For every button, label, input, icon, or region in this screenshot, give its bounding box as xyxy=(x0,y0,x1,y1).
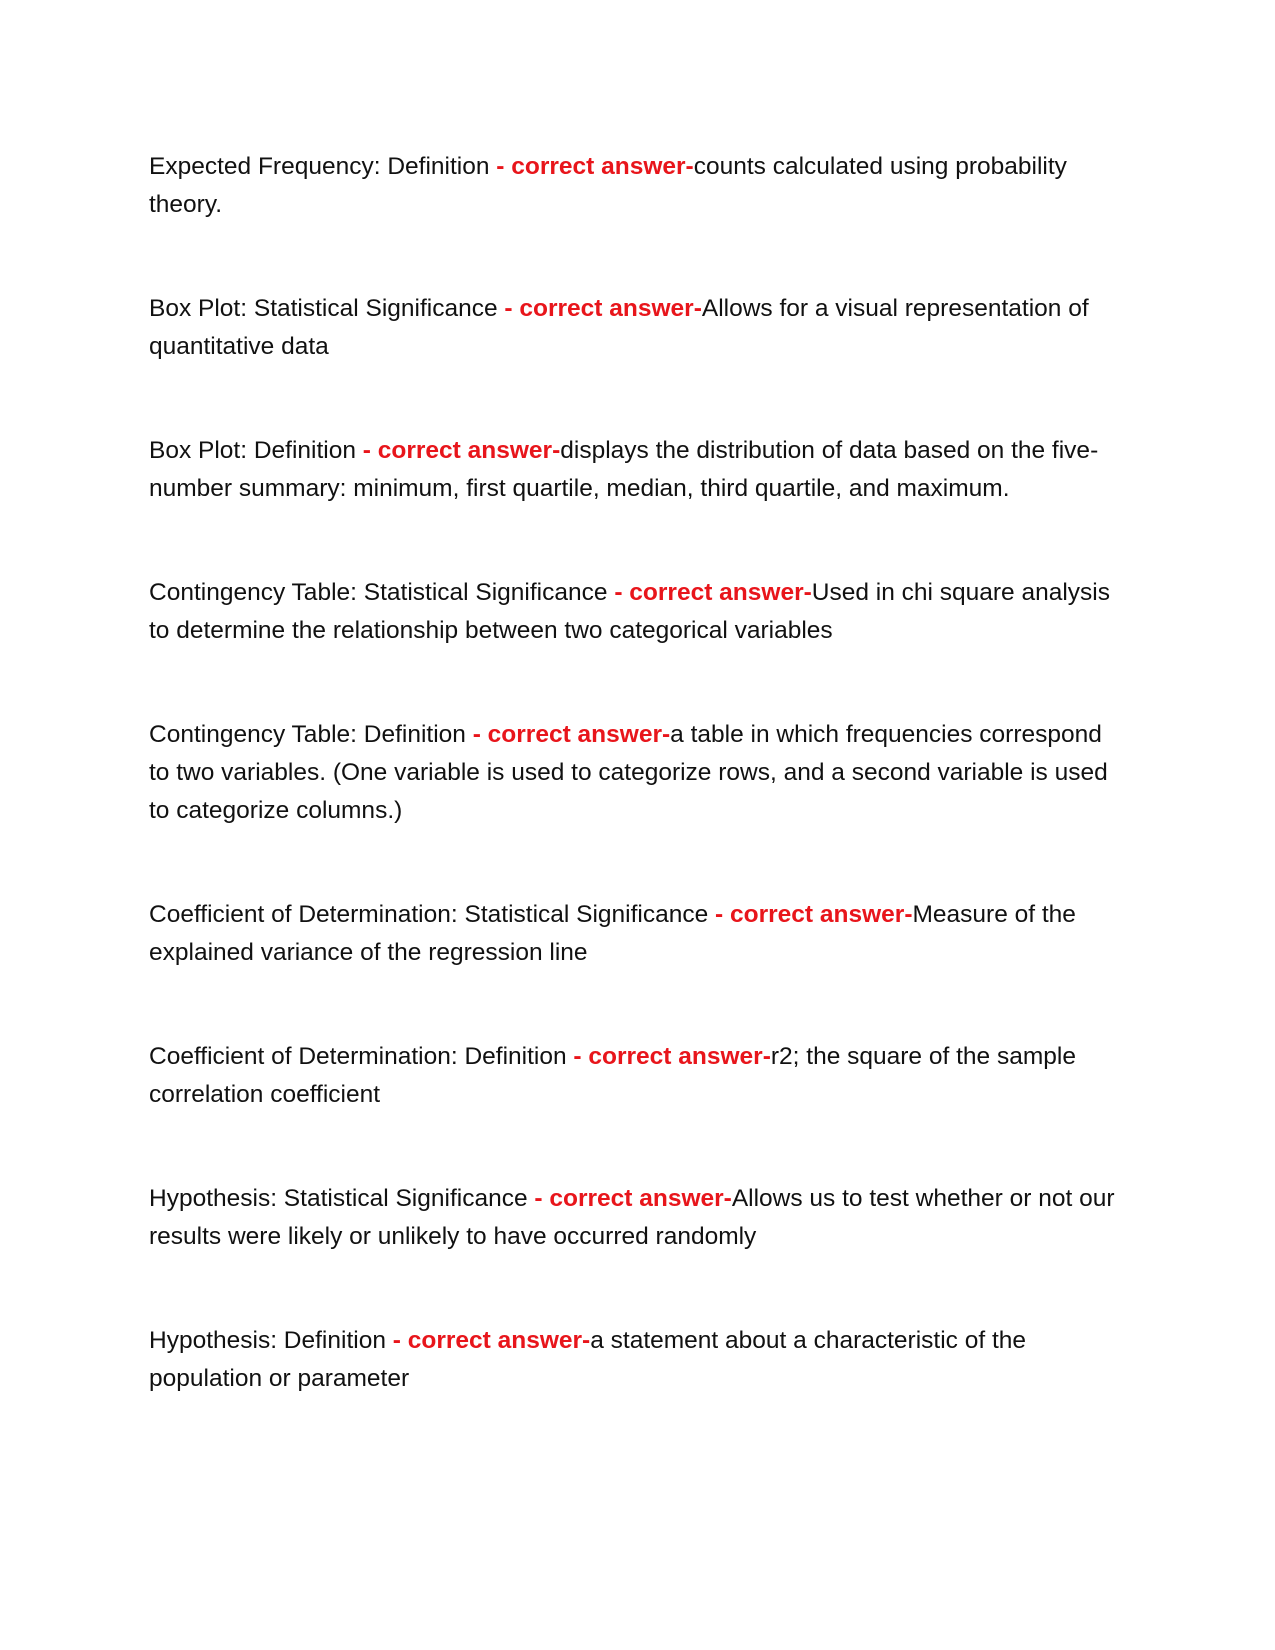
correct-answer-separator: - correct answer- xyxy=(356,437,561,464)
entry-answer: r2; the square of the sample correlation coefficient xyxy=(149,1043,1076,1108)
flashcard-entry xyxy=(149,1322,1129,1398)
correct-answer-separator: - correct answer- xyxy=(527,1185,732,1212)
entry-term: Contingency Table: Definition xyxy=(149,721,466,748)
entry-answer: displays the distribution of data based on the five-number summary: minimum, first quartile, median, third quartile, and maximum. xyxy=(149,437,1099,502)
flashcard-entry xyxy=(149,716,1129,830)
entry-term: Box Plot: Definition xyxy=(149,437,356,464)
correct-answer-separator: - correct answer- xyxy=(489,153,694,180)
entry-term: Contingency Table: Statistical Significance xyxy=(149,579,608,606)
flashcard-entry xyxy=(149,1180,1129,1256)
entry-term: Hypothesis: Definition xyxy=(149,1327,386,1354)
flashcard-list xyxy=(149,148,1129,1464)
entry-answer: counts calculated using probability theory. xyxy=(149,153,1067,218)
flashcard-entry xyxy=(149,432,1129,508)
entry-answer: Used in chi square analysis to determine the relationship between two categorical variables xyxy=(149,579,1111,644)
entry-term: Expected Frequency: Definition xyxy=(149,153,490,180)
flashcard-entry xyxy=(149,1038,1129,1114)
entry-term: Coefficient of Determination: Definition xyxy=(149,1043,567,1070)
correct-answer-separator: - correct answer- xyxy=(708,901,913,928)
flashcard-entry xyxy=(149,896,1129,972)
correct-answer-separator: - correct answer- xyxy=(607,579,812,606)
entry-term: Box Plot: Statistical Significance xyxy=(149,295,498,322)
flashcard-entry xyxy=(149,574,1129,650)
correct-answer-separator: - correct answer- xyxy=(497,295,702,322)
entry-term: Hypothesis: Statistical Significance xyxy=(149,1185,528,1212)
entry-answer: Allows for a visual representation of quantitative data xyxy=(149,295,1089,360)
entry-answer: Measure of the explained variance of the regression line xyxy=(149,901,1076,966)
correct-answer-separator: - correct answer- xyxy=(566,1043,771,1070)
entry-answer: Allows us to test whether or not our results were likely or unlikely to have occurred randomly xyxy=(149,1185,1115,1250)
correct-answer-separator: - correct answer- xyxy=(385,1327,591,1354)
flashcard-entry xyxy=(149,148,1129,224)
flashcard-entry xyxy=(149,290,1129,366)
entry-term: Coefficient of Determination: Statistical Significance xyxy=(149,901,709,928)
entry-answer: a statement about a characteristic of the population or parameter xyxy=(149,1327,1026,1392)
entry-answer: a table in which frequencies correspond to two variables. (One variable is used to categorize rows, and a second variable is used to categorize columns.) xyxy=(149,721,1108,824)
correct-answer-separator: - correct answer- xyxy=(465,721,671,748)
